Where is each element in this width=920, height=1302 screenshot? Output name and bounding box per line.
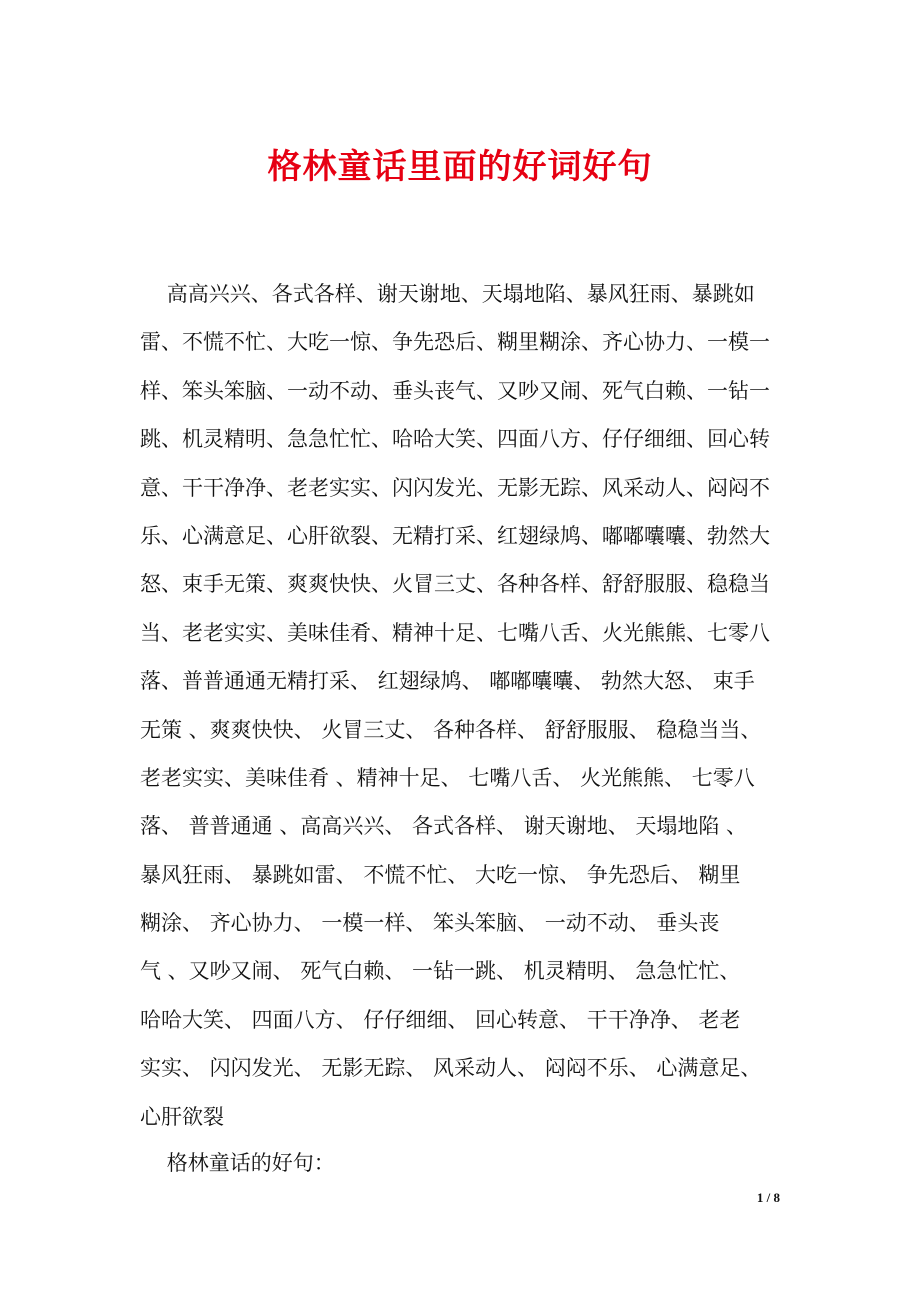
paragraph-line: 雷、不慌不忙、大吃一惊、争先恐后、糊里糊涂、齐心协力、一模一 bbox=[140, 330, 770, 355]
paragraph-line: 实实、 闪闪发光、 无影无踪、 风采动人、 闷闷不乐、 心满意足、 bbox=[140, 1056, 762, 1081]
paragraph-line: 乐、心满意足、心肝欲裂、无精打采、红翅绿鸠、嘟嘟囔囔、勃然大 bbox=[140, 523, 770, 548]
paragraph-line: 落、 普普通通 、高高兴兴、 各式各样、 谢天谢地、 天塌地陷 、 bbox=[140, 814, 748, 839]
page-number: 1 / 8 bbox=[756, 1190, 780, 1205]
paragraph-line: 高高兴兴、各式各样、谢天谢地、天塌地陷、暴风狂雨、暴跳如 bbox=[140, 282, 755, 306]
document-title: 格林童话里面的好词好句 bbox=[267, 147, 653, 187]
paragraph-line: 跳、机灵精明、急急忙忙、哈哈大笑、四面八方、仔仔细细、回心转 bbox=[140, 427, 770, 452]
paragraph-line: 心肝欲裂 bbox=[140, 1104, 224, 1129]
paragraph-line: 怒、束手无策、爽爽快快、火冒三丈、各种各样、舒舒服服、稳稳当 bbox=[140, 572, 770, 597]
paragraph-line: 落、普普通通无精打采、 红翅绿鸠、 嘟嘟囔囔、 勃然大怒、 束手 bbox=[140, 669, 755, 694]
paragraph-line: 老老实实、美味佳肴 、精神十足、 七嘴八舌、 火光熊熊、 七零八 bbox=[140, 765, 755, 790]
paragraph-line: 当、老老实实、美味佳肴、精神十足、七嘴八舌、火光熊熊、七零八 bbox=[140, 620, 770, 645]
paragraph-line: 糊涂、 齐心协力、 一模一样、 笨头笨脑、 一动不动、 垂头丧 bbox=[140, 911, 720, 936]
sentences-heading: 格林童话的好句： bbox=[140, 1151, 335, 1175]
sentences-heading-paragraph bbox=[140, 1139, 784, 1187]
paragraph-line: 哈哈大笑、 四面八方、 仔仔细细、 回心转意、 干干净净、 老老 bbox=[140, 1007, 741, 1032]
paragraph-line: 气 、又吵又闹、 死气白赖、 一钻一跳、 机灵精明、 急急忙忙、 bbox=[140, 959, 741, 984]
paragraph-line: 暴风狂雨、 暴跳如雷、 不慌不忙、 大吃一惊、 争先恐后、 糊里 bbox=[140, 862, 741, 887]
words-paragraph bbox=[140, 270, 784, 1141]
paragraph-line: 意、干干净净、老老实实、闪闪发光、无影无踪、风采动人、闷闷不 bbox=[140, 475, 770, 500]
paragraph-line: 样、笨头笨脑、一动不动、垂头丧气、又吵又闹、死气白赖、一钻一 bbox=[140, 378, 770, 403]
paragraph-line: 无策 、爽爽快快、 火冒三丈、 各种各样、 舒舒服服、 稳稳当当、 bbox=[140, 717, 762, 742]
